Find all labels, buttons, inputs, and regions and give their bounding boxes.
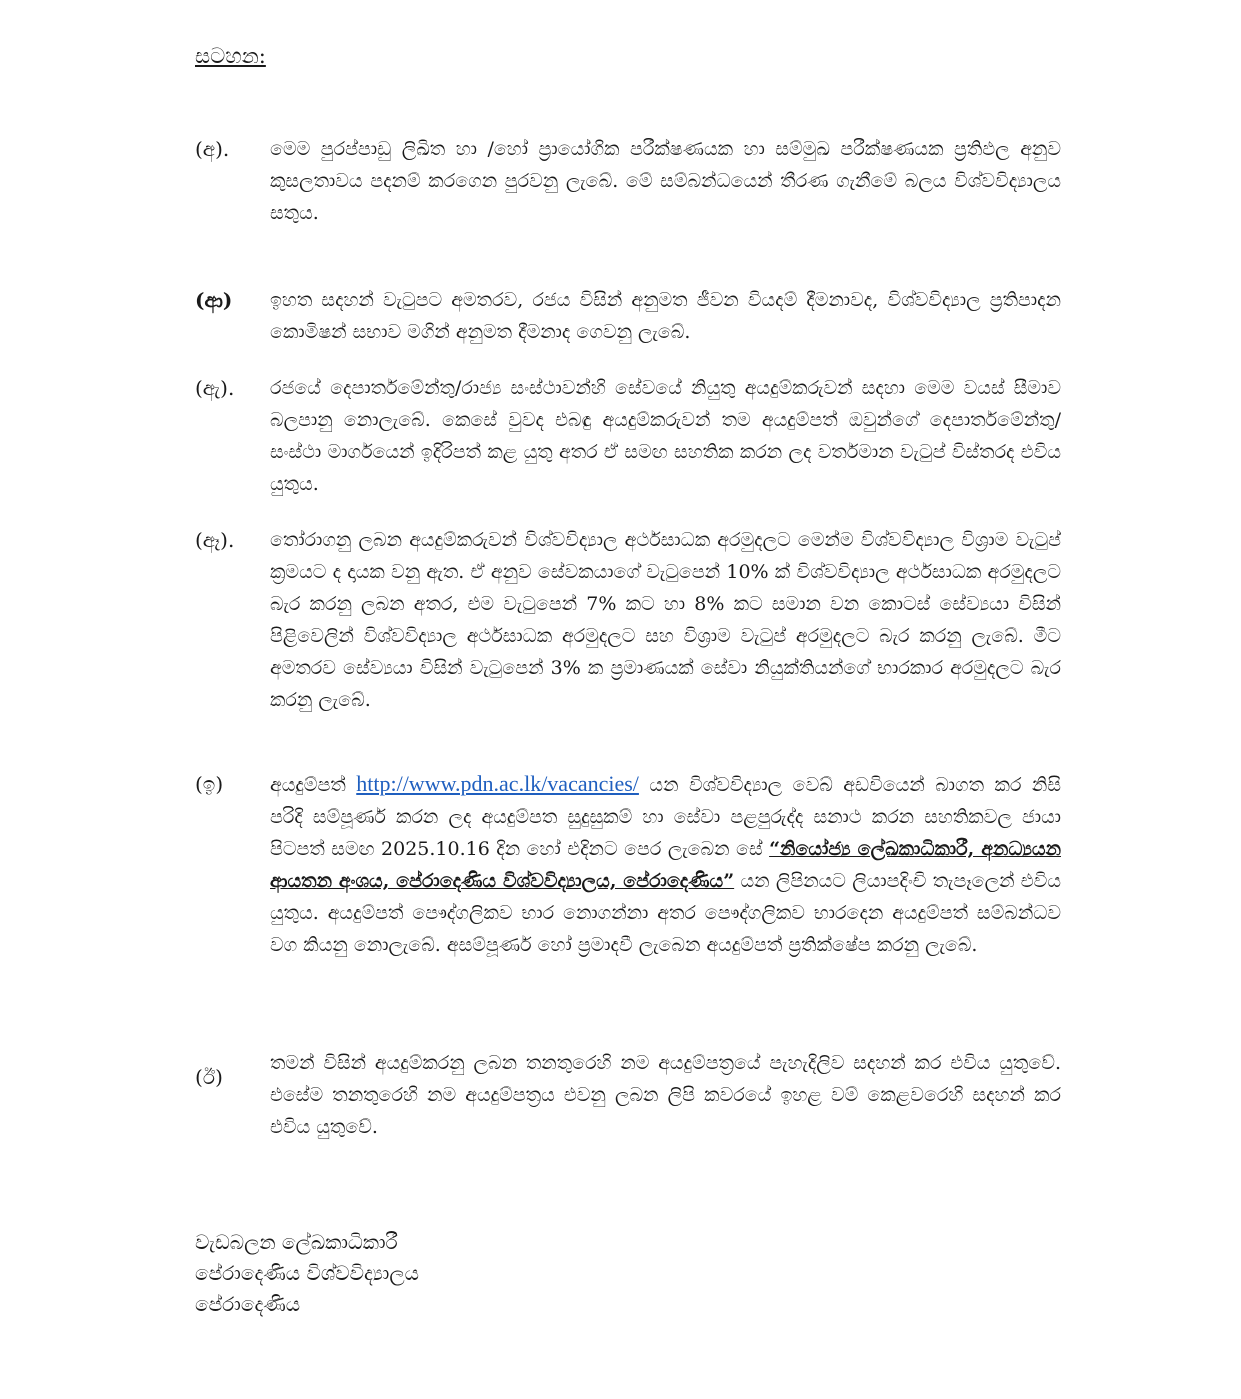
note-i: [195, 768, 1061, 961]
note-aa-marker: (ආ): [195, 288, 233, 312]
note-i-text: [270, 768, 1061, 961]
note-aee-text: තෝරාගනු ලබන අයදුම්කරුවන් විශ්වවිද්‍යාල අර්ථසාධක අරමුදලට මෙන්ම විශ්වවිද්‍යාල විශ්‍රාම වැටුප් ක්‍රමයට ද දායක වනු ඇත. ඒ අනුව සේවකයාගේ වැටුපෙන් 10% ක් විශ්වවිද්‍යාල අර්ථසාධක අරමුදලට බැර කරනු ලබන අතර, එම වැටුපෙන් 7% කට හා 8% කට සමාන වන කොටස් සේව්‍යයා විසින් පිළිවෙලින් විශ්වවිද්‍යාල අර්ථසාධක අරමුදලට සහ විශ්‍රාම වැටුප් අරමුදලට බැර කරනු ලැබේ. මීට අමතරව සේව්‍යයා විසින් වැටුපෙන් 3% ක ප්‍රමාණයක් සේවා නියුක්තියන්ගේ භාරකාර අරමුදලට බැර කරනු ලැබේ.: [270, 529, 1061, 711]
note-i-text-after: යන ලිපිනයට ලියාපදිංචි තැපෑලෙන් එවිය යුතුය. අයදුම්පත් පෞද්ගලිකව භාර නොගන්නා අතර පෞද්ගලිකව භාරදෙන අයදුම්පත් සම්බන්ධව වග කියනු නොලැබේ. අසම්පූර්ණ හෝ ප්‍රමාදවී ලැබෙන අයදුම්පත් ප්‍රතික්ෂේප කරනු ලැබේ.: [270, 870, 1061, 956]
note-aee: [195, 524, 1061, 716]
signature-university: පේරාදෙණිය විශ්වවිද්‍යාලය: [195, 1261, 419, 1285]
note-i-text-middle: යන විශ්වවිද්‍යාල වෙබ් අඩවියෙන් බාගත කර නිසි පරිදි සම්පූර්ණ කරන ලද අයදුම්පත සුදුසුකම් හා සේවා පළපුරුද්ද සනාථ කරන සහතිකවල ජායා පිටපත් සමඟ 2025.10.16 දින හෝ එදිනට පෙර ලැබෙන සේ: [270, 774, 1062, 860]
note-ii-marker: (ඊ): [195, 1065, 223, 1089]
note-i-marker: (ඉ): [195, 772, 224, 796]
application-address: “නියෝජ්‍ය ලේඛකාධිකාරී, අනධ්‍යයන ආයතන අංශය, පේරාදෙණිය විශ්වවිද්‍යාලය, පේරාදෙණිය”: [270, 838, 1061, 892]
signature-block: [195, 1227, 419, 1320]
notes-heading: සටහන:: [195, 44, 266, 68]
signature-place: පේරාදෙණිය: [195, 1292, 301, 1316]
note-ae-marker: (ඇ).: [195, 376, 235, 400]
note-aee-marker: (ඈ).: [195, 528, 235, 552]
note-ae: [195, 372, 1061, 500]
note-i-text-before: අයදුම්පත්: [270, 774, 346, 796]
note-a-marker: (අ).: [195, 137, 230, 161]
signature-title: වැඩබලන ලේඛකාධිකාරී: [195, 1230, 398, 1254]
vacancies-link[interactable]: http://www.pdn.ac.lk/vacancies/: [356, 771, 639, 796]
note-aa: [195, 284, 1061, 348]
note-ii-text: තමන් විසින් අයදුම්කරනු ලබන තනතුරෙහි නම අයදුම්පත්‍රයේ පැහැදිලිව සදහන් කර එවිය යුතුවේ. එසේම තනතුරෙහි නම අයදුම්පත්‍රය එවනු ලබන ලිපි කවරයේ ඉහළ වම් කෙළවරෙහි සදහන් කර එවිය යුතුවේ.: [270, 1052, 1061, 1138]
note-ae-text: රජයේ දෙපාර්තමේන්තු/රාජ්‍ය සංස්ථාවන්හි සේවයේ නියුතු අයදුම්කරුවන් සදහා මෙම වයස් සීමාව බලපානු නොලැබේ. කෙසේ වුවද එබඳු අයදුම්කරුවන් තම අයදුම්පත් ඔවුන්ගේ දෙපාර්තමේන්තු/සංස්ථා මාර්ගයෙන් ඉදිරිපත් කළ යුතු අතර ඒ සමඟ සහතික කරන ලද වර්තමාන වැටුප් විස්තරද එවිය යුතුය.: [270, 377, 1061, 495]
note-a: [195, 133, 1061, 229]
note-ii: [195, 1047, 1061, 1143]
note-a-text: මෙම පුරප්පාඩු ලිඛිත හා /හෝ ප්‍රායෝගික පරීක්ෂණයක හා සම්මුඛ පරීක්ෂණයක ප්‍රතිඵල අනුව කුසලතාවය පදනම් කරගෙන පුරවනු ලැබේ. මේ සම්බන්ධයෙන් තීරණ ගැනීමේ බලය විශ්වවිද්‍යාලය සතුය.: [270, 138, 1061, 224]
note-aa-text: ඉහත සදහන් වැටුපට අමතරව, රජය විසින් අනුමත ජීවන වියදම් දීමනාවද, විශ්වවිද්‍යාල ප්‍රතිපාදන කොමිෂන් සභාව මගින් අනුමත දීමනාද ගෙවනු ලැබේ.: [270, 289, 1061, 343]
